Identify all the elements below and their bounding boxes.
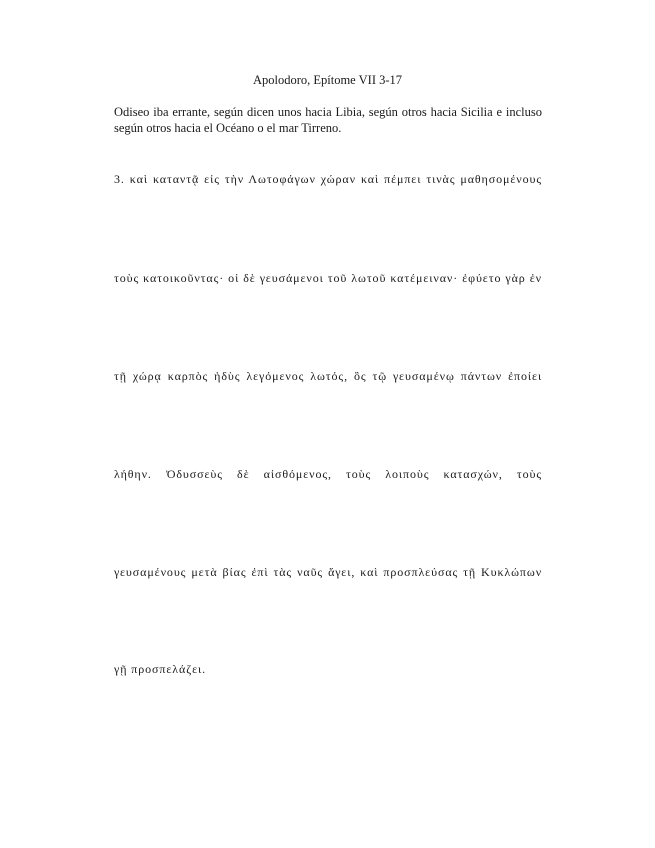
document-title: Apolodoro, Epítome VII 3-17 [252, 73, 403, 87]
greek-text-line: λήθην. Ὀδυσσεὺς δὲ αἰσθόμενος, τοὺς λοιποὺς κατασχών, τοὺς [114, 467, 542, 481]
greek-text-line: γευσαμένους μετὰ βίας ἐπὶ τὰς ναῦς ἄγει, καὶ προσπλεύσας τῇ Κυκλώπων [114, 565, 543, 579]
intro-paragraph: Odiseo iba errante, según dicen unos hacia Libia, según otros hacia Sicilia e incluso según otros hacia el Océano o el mar Tirreno. [114, 105, 542, 135]
greek-text-line: τῇ χώρᾳ καρπὸς ἡδὺς λεγόμενος λωτός, ὃς τῷ γευσαμένῳ πάντων ἐποίει [114, 369, 543, 383]
greek-text-line: τοὺς κατοικοῦντας· οἱ δὲ γευσάμενοι τοῦ λωτοῦ κατέμειναν· ἐφύετο γὰρ ἐν [114, 271, 542, 285]
greek-text-line: γῇ προσπελάζει. [114, 662, 207, 676]
greek-text-line: 3. καὶ καταντᾷ εἰς τὴν Λωτοφάγων χώραν καὶ πέμπει τινὰς μαθησομένους [114, 172, 542, 186]
